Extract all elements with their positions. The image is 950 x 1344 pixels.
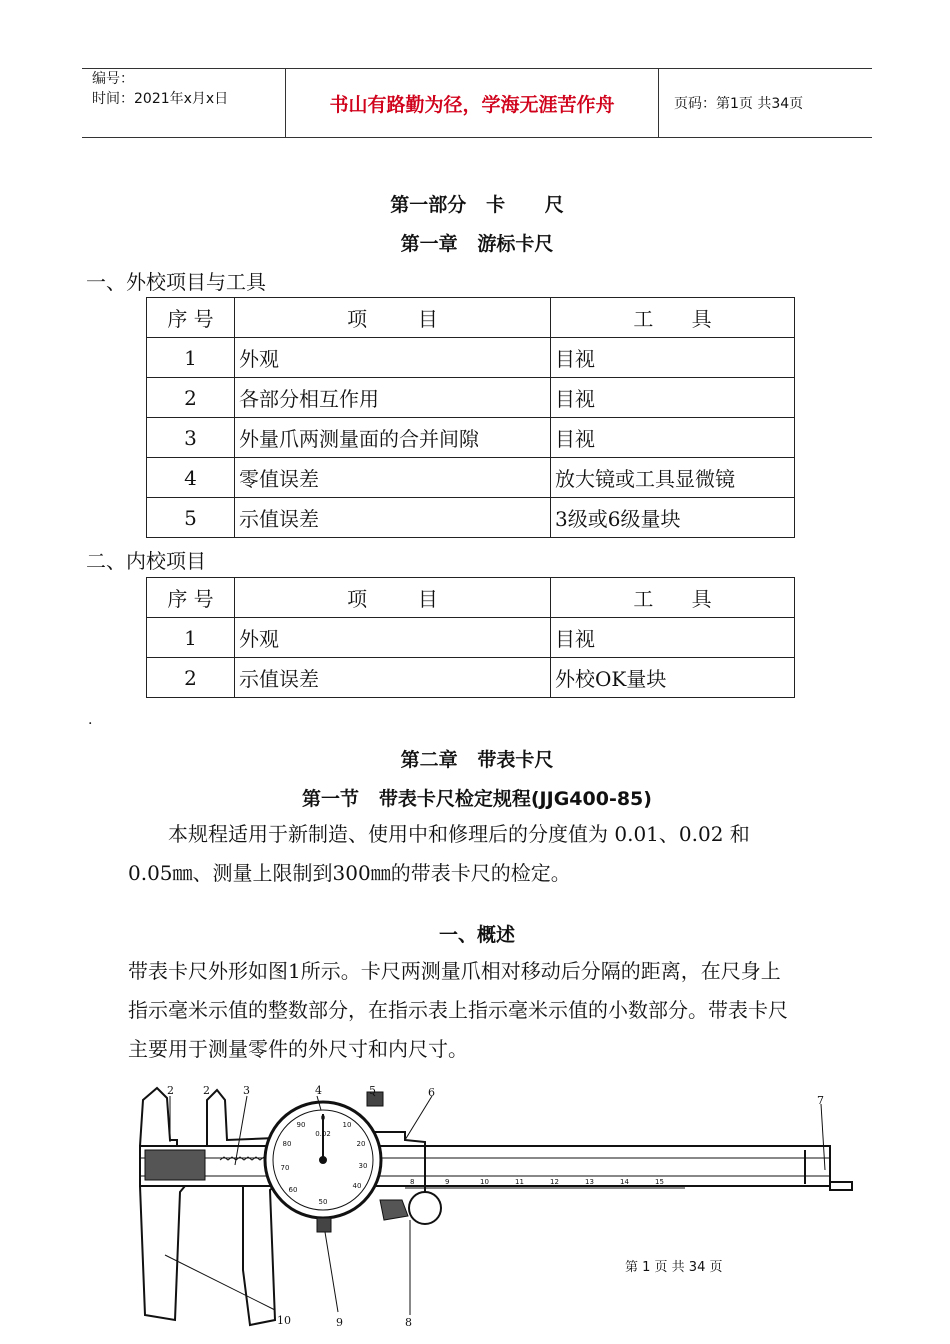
cell-item: 示值误差	[235, 498, 551, 538]
header-meta	[82, 69, 294, 137]
internal-heading: 二、内校项目	[86, 549, 206, 573]
external-table	[146, 297, 795, 538]
table-header-row	[147, 298, 795, 338]
dial-number: 10	[342, 1121, 352, 1129]
cell-tool: 放大镜或工具显微镜	[551, 458, 795, 498]
header-tool: 工 具	[551, 298, 795, 338]
overview-paragraph	[128, 952, 870, 1069]
cell-no: 1	[147, 618, 235, 658]
label-8: 8	[405, 1316, 412, 1329]
table-row	[147, 618, 795, 658]
page-info-text: 页码：第1页 共34页	[674, 96, 804, 112]
label-3: 3	[243, 1084, 250, 1097]
overview-line-1: 带表卡尺外形如图1所示。卡尺两测量爪相对移动后分隔的距离，在尺身上	[128, 959, 781, 983]
stray-dot: .	[88, 712, 93, 728]
header-no: 序 号	[147, 578, 235, 618]
scale-number: 13	[585, 1178, 594, 1186]
scale-number: 9	[445, 1178, 450, 1186]
label-4: 4	[315, 1084, 322, 1097]
cell-tool: 目视	[551, 338, 795, 378]
time-label: 时间：2021年x月x日	[92, 91, 229, 107]
cell-item: 零值误差	[235, 458, 551, 498]
header-page-info	[666, 69, 872, 137]
scale-number: 12	[550, 1178, 559, 1186]
page-footer: 第 1 页 共 34 页	[625, 1260, 723, 1275]
cell-item: 外观	[235, 618, 551, 658]
table-row	[147, 338, 795, 378]
cell-tool: 目视	[551, 378, 795, 418]
header-item: 项 目	[235, 298, 551, 338]
scale-number: 8	[410, 1178, 415, 1186]
dial-number: 0	[320, 1114, 326, 1122]
cell-no: 3	[147, 418, 235, 458]
label-7: 7	[817, 1094, 824, 1107]
cell-item: 外量爪两测量面的合并间隙	[235, 418, 551, 458]
chapter1-title: 第一章 游标卡尺	[400, 233, 554, 255]
scale-number: 10	[480, 1178, 489, 1186]
internal-table	[146, 577, 795, 698]
table-header-row	[147, 578, 795, 618]
cell-no: 5	[147, 498, 235, 538]
dial-number: 70	[280, 1164, 290, 1172]
section1-title: 第一节 带表卡尺检定规程(JJG400-85)	[302, 788, 652, 810]
cell-item: 示值误差	[235, 658, 551, 698]
dial-number: 20	[356, 1140, 366, 1148]
figure-labels	[167, 1084, 824, 1329]
dial-number: 30	[358, 1162, 368, 1170]
overview-line-2: 指示毫米示值的整数部分，在指示表上指示毫米示值的小数部分。带表卡尺	[128, 998, 788, 1022]
cell-no: 4	[147, 458, 235, 498]
scale-number: 11	[515, 1178, 524, 1186]
header-no: 序 号	[147, 298, 235, 338]
caliper-figure	[125, 1080, 860, 1330]
overview-line-3: 主要用于测量零件的外尺寸和内尺寸。	[128, 1037, 468, 1061]
scale-number: 14	[620, 1178, 629, 1186]
table-row	[147, 498, 795, 538]
label-2a: 2	[167, 1084, 174, 1097]
external-heading: 一、外校项目与工具	[86, 270, 266, 294]
header-motto: 书山有路勤为径，学海无涯苦作舟	[285, 69, 659, 137]
cell-no: 1	[147, 338, 235, 378]
table-row	[147, 418, 795, 458]
label-6: 6	[428, 1086, 435, 1099]
scope-line-1: 本规程适用于新制造、使用中和修理后的分度值为 0.01、0.02 和	[168, 822, 750, 846]
dial-number: 40	[352, 1182, 362, 1190]
cell-tool: 外校OK量块	[551, 658, 795, 698]
part-title: 第一部分 卡 尺	[390, 194, 564, 216]
scale-number: 15	[655, 1178, 664, 1186]
label-2b: 2	[203, 1084, 210, 1097]
table-row	[147, 378, 795, 418]
table-row	[147, 658, 795, 698]
scope-line-2: 0.05㎜、测量上限制到300㎜的带表卡尺的检定。	[128, 861, 571, 885]
cell-item: 外观	[235, 338, 551, 378]
label-5: 5	[369, 1084, 376, 1097]
table-row	[147, 458, 795, 498]
cell-no: 2	[147, 658, 235, 698]
dial-caliper-illustration	[125, 1080, 860, 1330]
header-item: 项 目	[235, 578, 551, 618]
cell-tool: 目视	[551, 418, 795, 458]
header-tool: 工 具	[551, 578, 795, 618]
chapter2-title: 第二章 带表卡尺	[400, 749, 554, 771]
dial-number: 60	[288, 1186, 298, 1194]
overview-title: 一、概述	[438, 924, 515, 946]
dial-text: 0.02	[315, 1130, 331, 1138]
code-label: 编号：	[92, 71, 134, 87]
label-10: 10	[277, 1314, 291, 1327]
cell-tool: 目视	[551, 618, 795, 658]
label-9: 9	[336, 1316, 343, 1329]
scope-paragraph	[128, 815, 870, 893]
page-header	[82, 68, 872, 138]
cell-item: 各部分相互作用	[235, 378, 551, 418]
cell-no: 2	[147, 378, 235, 418]
dial-number: 90	[296, 1121, 306, 1129]
cell-tool: 3级或6级量块	[551, 498, 795, 538]
dial-number: 50	[318, 1198, 328, 1206]
dial-number: 80	[282, 1140, 292, 1148]
